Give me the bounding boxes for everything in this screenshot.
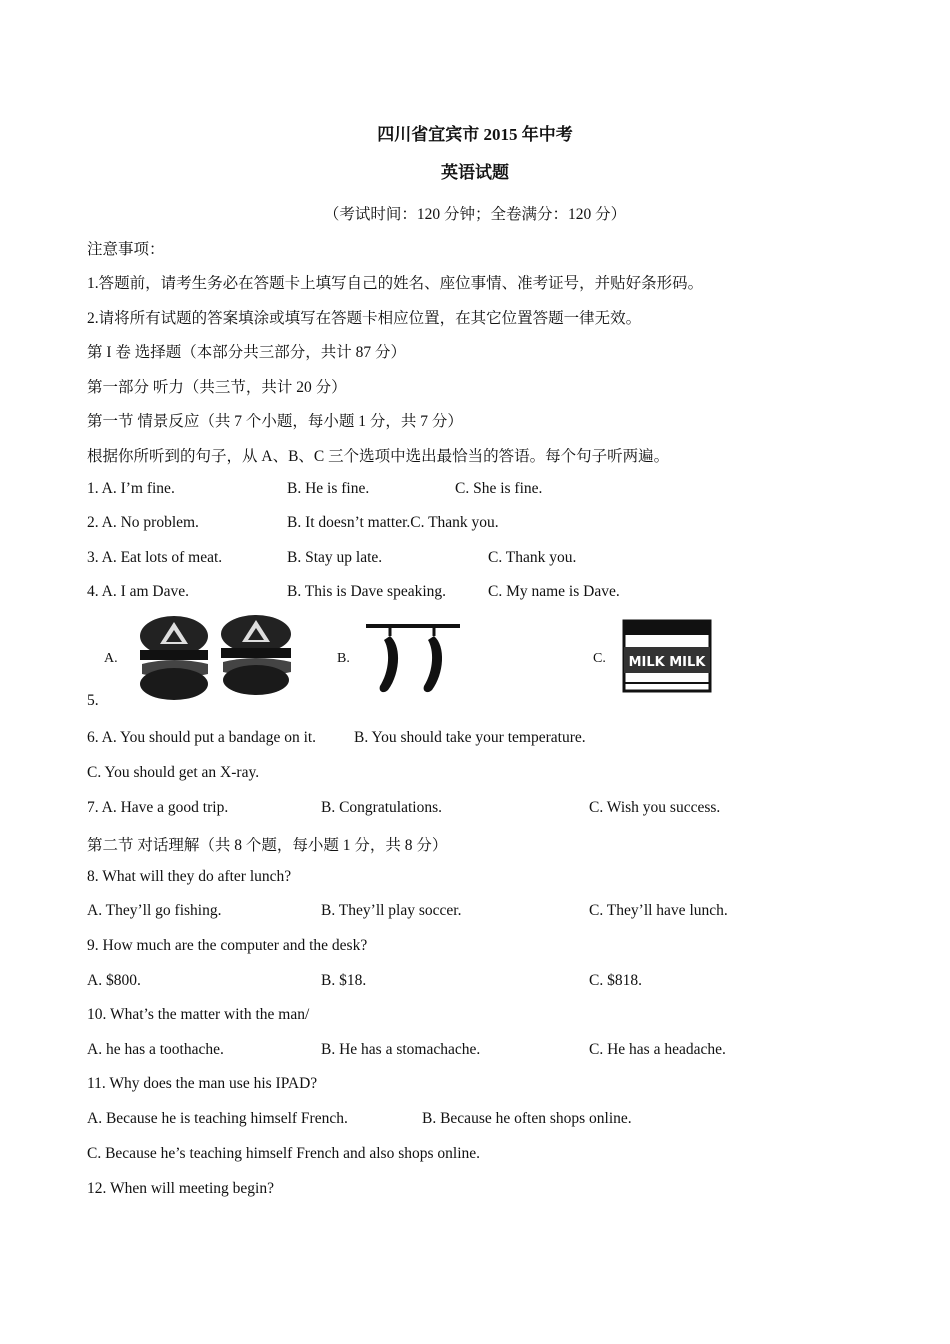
milk-carton-image	[620, 617, 714, 699]
q1-option-c: C. She is fine.	[455, 480, 543, 497]
q9-option-a: A. $800.	[87, 972, 141, 989]
q3-option-a: 3. A. Eat lots of meat.	[87, 549, 223, 566]
q1-option-a: 1. A. I’m fine.	[87, 480, 175, 497]
q9-option-c: C. $818.	[589, 972, 642, 989]
q9-option-b: B. $18.	[321, 972, 367, 989]
q5-label-c: C.	[593, 651, 606, 666]
q9-question: 9. How much are the computer and the desk?	[87, 937, 368, 954]
q11-option-a: A. Because he is teaching himself French.	[87, 1110, 348, 1127]
q2-option-a: 2. A. No problem.	[87, 514, 199, 531]
section-listening: 第一部分 听力（共三节，共计 20 分）	[87, 379, 347, 396]
page-subtitle: 英语试题	[441, 163, 509, 182]
notice-item-1: 1.答题前，请考生务必在答题卡上填写自己的姓名、座位事情、准考证号，并贴好条形码。	[87, 275, 704, 292]
q7-option-b: B. Congratulations.	[321, 799, 442, 816]
q7-option-a: 7. A. Have a good trip.	[87, 799, 229, 816]
section-1-heading: 第一节 情景反应（共 7 个小题，每小题 1 分，共 7 分）	[87, 413, 463, 430]
q12-question: 12. When will meeting begin?	[87, 1180, 274, 1197]
q6-option-b: B. You should take your temperature.	[354, 729, 586, 746]
q3-option-c: C. Thank you.	[488, 549, 577, 566]
q4-option-b: B. This is Dave speaking.	[287, 583, 447, 600]
q1-option-b: B. He is fine.	[287, 480, 370, 497]
q10-option-a: A. he has a toothache.	[87, 1041, 224, 1058]
notice-heading: 注意事项：	[87, 241, 165, 258]
q4-option-a: 4. A. I am Dave.	[87, 583, 190, 600]
q8-option-c: C. They’ll have lunch.	[589, 902, 728, 919]
q11-option-b: B. Because he often shops online.	[422, 1110, 632, 1127]
milk-label: MILK MILK	[628, 655, 706, 670]
section-2-heading: 第二节 对话理解（共 8 个题，每小题 1 分，共 8 分）	[87, 837, 448, 854]
hamburger-image	[136, 612, 296, 704]
q10-option-c: C. He has a headache.	[589, 1041, 726, 1058]
q5-label-a: A.	[104, 651, 118, 666]
exam-info: （考试时间：120 分钟；全卷满分：120 分）	[323, 206, 627, 223]
q8-option-b: B. They’ll play soccer.	[321, 902, 462, 919]
section-part1: 第 I 卷 选择题（本部分共三部分，共计 87 分）	[87, 344, 407, 361]
q8-option-a: A. They’ll go fishing.	[87, 902, 222, 919]
q3-option-b: B. Stay up late.	[287, 549, 383, 566]
q6-option-c: C. You should get an X-ray.	[87, 764, 260, 781]
section-1-instructions: 根据你所听到的句子，从 A、B、C 三个选项中选出最恰当的答语。每个句子听两遍。	[87, 448, 670, 465]
q10-question: 10. What’s the matter with the man/	[87, 1006, 310, 1023]
q11-option-c: C. Because he’s teaching himself French and also shops online.	[87, 1145, 481, 1162]
page-title: 四川省宜宾市 2015 年中考	[377, 125, 573, 144]
q10-option-b: B. He has a stomachache.	[321, 1041, 481, 1058]
q5-number: 5.	[87, 692, 99, 709]
notice-item-2: 2.请将所有试题的答案填涂或填写在答题卡相应位置，在其它位置答题一律无效。	[87, 310, 642, 327]
q11-question: 11. Why does the man use his IPAD?	[87, 1075, 318, 1092]
q8-question: 8. What will they do after lunch?	[87, 868, 292, 885]
q2-option-bc: B. It doesn’t matter.C. Thank you.	[287, 514, 499, 531]
q7-option-c: C. Wish you success.	[589, 799, 721, 816]
q6-option-a: 6. A. You should put a bandage on it.	[87, 729, 317, 746]
sausage-image	[364, 622, 464, 696]
q4-option-c: C. My name is Dave.	[488, 583, 620, 600]
q5-label-b: B.	[337, 651, 350, 666]
